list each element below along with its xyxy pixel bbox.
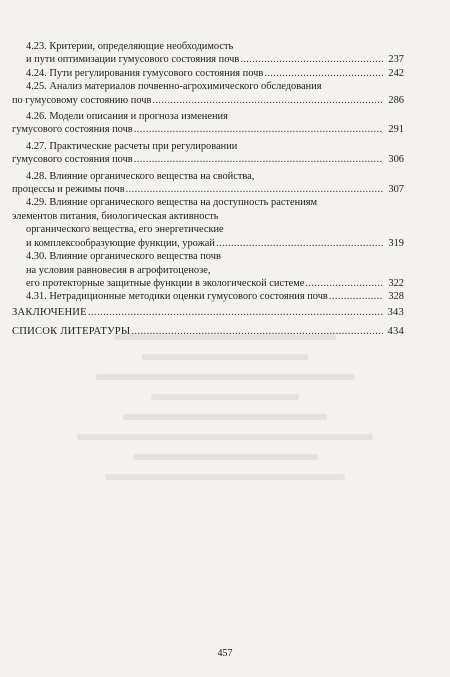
leader-dots	[264, 67, 383, 80]
leader-dots	[240, 53, 383, 66]
toc-entry-text: 4.25. Анализ материалов почвенно-агрохимического обследования	[26, 81, 322, 93]
page-number: 457	[217, 648, 233, 659]
toc-entry-text: органического вещества, его энергетические	[26, 224, 224, 236]
leader-dots	[126, 183, 383, 196]
toc-entry-text: 4.28. Влияние органического вещества на свойства,	[26, 170, 255, 182]
toc-entry-text: 4.27. Практические расчеты при регулировании	[26, 140, 238, 152]
toc-entry-text: 4.23. Критерии, определяющие необходимость	[26, 41, 234, 52]
toc-page-number: 307	[388, 184, 404, 196]
bleed-through	[40, 320, 410, 620]
toc-entry-text: на условия равновесия в агрофитоценозе,	[26, 264, 211, 276]
toc-entry-4-24[interactable]	[12, 67, 404, 80]
leader-dots	[134, 153, 383, 166]
toc-entry-conclusion[interactable]	[12, 306, 404, 319]
toc-page-number: 322	[388, 277, 404, 289]
toc-page-number: 306	[388, 154, 404, 166]
toc-entry-4-27[interactable]	[12, 140, 404, 167]
leader-dots	[88, 306, 383, 319]
toc-entry-text: СПИСОК ЛИТЕРАТУРЫ	[12, 326, 131, 338]
leader-dots	[305, 277, 383, 290]
toc-entry-text: и пути оптимизации гумусового состояния почв	[26, 54, 240, 66]
toc-entry-text: гумусового состояния почв	[12, 124, 133, 136]
toc-entry-text: элементов питания, биологическая активность	[12, 210, 219, 222]
toc-page-number: 434	[387, 326, 404, 338]
toc-page-number: 242	[388, 67, 404, 79]
toc-entry-text: по гумусовому состоянию почв	[12, 94, 152, 106]
toc-entry-text: 4.29. Влияние органического вещества на доступность растениям	[26, 197, 318, 209]
toc-entry-text: процессы и режимы почв	[12, 184, 125, 196]
table-of-contents	[12, 40, 404, 339]
toc-entry-text: гумусового состояния почв	[12, 154, 133, 166]
toc-page-number: 291	[388, 124, 404, 136]
leader-dots	[216, 237, 383, 250]
toc-page-number: 237	[388, 54, 404, 66]
toc-entry-text: 4.30. Влияние органического вещества почв	[26, 251, 221, 263]
toc-page-number: 328	[388, 291, 404, 303]
toc-entry-4-31[interactable]	[12, 290, 404, 303]
toc-entry-4-30[interactable]	[12, 250, 404, 290]
toc-page-number: 319	[388, 237, 404, 249]
toc-entry-text: 4.26. Модели описания и прогноза изменения	[26, 111, 228, 123]
toc-entry-text: его протекторные защитные функции в экологической системе	[26, 277, 305, 289]
toc-entry-4-28[interactable]	[12, 170, 404, 197]
leader-dots	[152, 94, 383, 107]
leader-dots	[134, 123, 383, 136]
leader-dots	[329, 290, 383, 303]
toc-entry-4-29[interactable]	[12, 196, 404, 250]
leader-dots	[131, 325, 383, 338]
toc-entry-4-26[interactable]	[12, 110, 404, 137]
toc-entry-text: 4.31. Нетрадиционные методики оценки гумусового состояния почв	[26, 291, 328, 303]
toc-entry-references[interactable]	[12, 325, 404, 338]
toc-entry-text: ЗАКЛЮЧЕНИЕ	[12, 306, 87, 318]
toc-page-number: 343	[387, 306, 404, 318]
toc-page-number: 286	[388, 94, 404, 106]
toc-entry-4-25[interactable]	[12, 80, 404, 107]
toc-entry-text: и комплексообразующие функции, урожай	[26, 237, 215, 249]
toc-entry-text: 4.24. Пути регулирования гумусового состояния почв	[26, 67, 264, 79]
toc-entry-4-23[interactable]	[12, 40, 404, 67]
